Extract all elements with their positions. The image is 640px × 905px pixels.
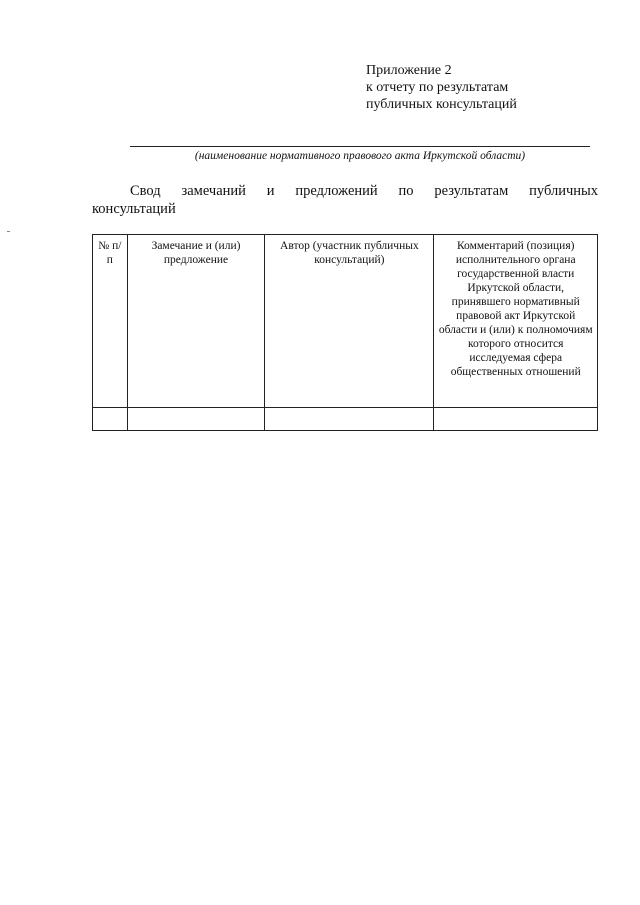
summary-word: публичных: [529, 183, 598, 199]
appendix-header: [366, 62, 606, 113]
header-comment: Комментарий (позиция) исполнительного органа государственной власти Иркутской области, принявшего нормативный правовой акт Иркутской области и (или) к полномочиям которого относится исследуемая сфера общественных отношений: [434, 235, 598, 408]
appendix-reference: к отчету по результатам: [366, 80, 509, 95]
summary-title: [92, 182, 598, 218]
scan-mark: [7, 231, 10, 232]
summary-word: и: [266, 183, 275, 199]
table-cell: [93, 408, 128, 431]
header-remark: Замечание и (или) предложение: [127, 235, 265, 408]
comments-summary-table: [92, 234, 598, 431]
table-cell: [265, 408, 434, 431]
summary-word: Свод: [130, 183, 161, 199]
act-name-caption: (наименование нормативного правового акта Иркутской области): [194, 150, 526, 162]
table-cell: [434, 408, 598, 431]
table-row: [93, 408, 598, 431]
header-author: Автор (участник публичных консультаций): [265, 235, 434, 408]
act-name-blank-line: [130, 146, 590, 147]
appendix-reference-cont: публичных консультаций: [366, 97, 517, 112]
summary-word: по: [398, 183, 414, 199]
summary-word: результатам: [434, 183, 509, 199]
summary-word: замечаний: [181, 183, 246, 199]
table-cell: [127, 408, 265, 431]
appendix-number: Приложение 2: [366, 63, 452, 78]
summary-title-line-2: консультаций: [92, 201, 176, 217]
summary-word: предложений: [295, 183, 378, 199]
summary-title-line-1: [92, 182, 598, 200]
table-header-row: [93, 235, 598, 408]
header-number: № п/п: [93, 235, 128, 408]
